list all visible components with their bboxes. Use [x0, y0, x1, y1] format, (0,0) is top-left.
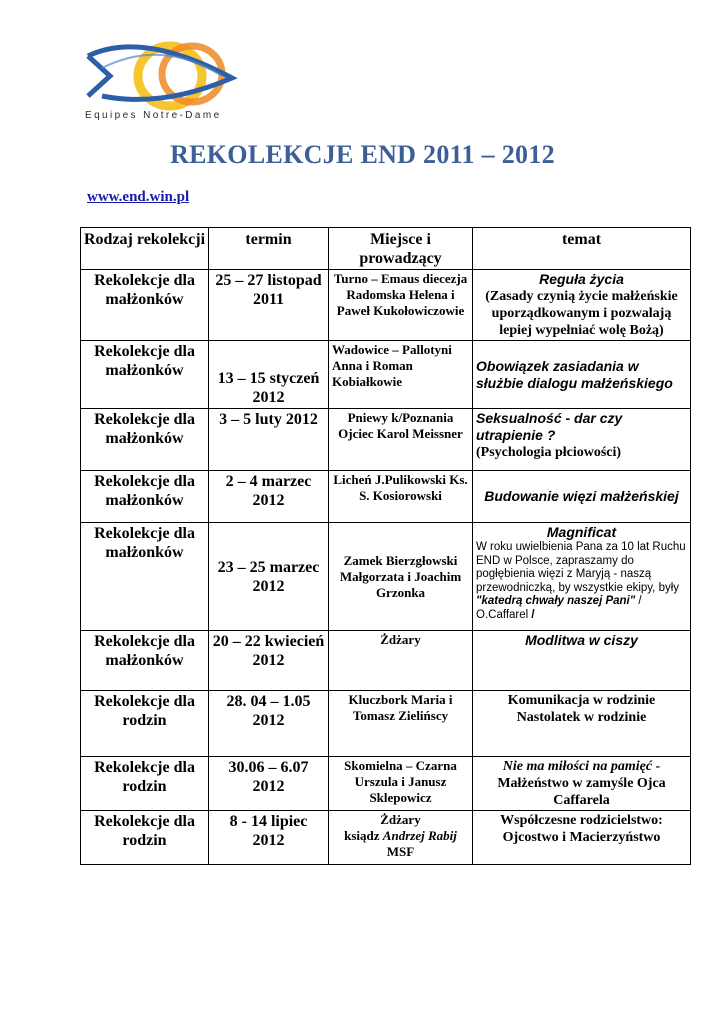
row-kind: Rekolekcje dla rodzin	[81, 811, 209, 865]
row-topic	[473, 691, 691, 757]
row-place: Turno – Emaus diecezja Radomska Helena i Paweł Kukołowiczowie	[329, 270, 473, 341]
place-line: MSF	[386, 844, 415, 859]
place-line	[332, 828, 469, 844]
topic-quote: "katedrą chwały naszej Pani"	[476, 595, 636, 607]
row-place: Żdżary	[329, 631, 473, 691]
header-topic: temat	[473, 228, 691, 270]
place-line: Żdżary	[380, 812, 421, 827]
row-place: Kluczbork Maria i Tomasz Zielińscy	[329, 691, 473, 757]
table-row	[81, 270, 691, 341]
topic-title: Komunikacja w rodzinie Nastolatek w rodzinie	[507, 693, 656, 725]
table-header-row	[81, 228, 691, 270]
topic-text: (Psychologia płciowości)	[476, 445, 622, 460]
topic-title: Obowiązek zasiadania w służbie dialogu małżeńskiego	[476, 357, 673, 391]
row-place: Skomielna – Czarna Urszula i Janusz Sklepowicz	[329, 757, 473, 811]
row-topic	[473, 757, 691, 811]
row-topic	[473, 631, 691, 691]
row-topic	[473, 270, 691, 341]
topic-title: Budowanie więzi małżeńskiej	[484, 488, 679, 504]
table-row	[81, 409, 691, 471]
row-place: Wadowice – Pallotyni Anna i Roman Kobiałkowie	[329, 341, 473, 409]
row-term: 20 – 22 kwiecień 2012	[209, 631, 329, 691]
topic-author: / O.Caffarel	[476, 595, 642, 621]
place-prefix: ksiądz	[344, 828, 380, 843]
header-place: Miejsce i prowadzący	[329, 228, 473, 270]
retreat-table	[80, 227, 691, 865]
website-link[interactable]: www.end.win.pl	[87, 189, 190, 205]
header-kind: Rodzaj rekolekcji	[81, 228, 209, 270]
row-place: Pniewy k/Poznania Ojciec Karol Meissner	[329, 409, 473, 471]
row-topic	[473, 341, 691, 409]
row-term: 28. 04 – 1.05 2012	[209, 691, 329, 757]
topic-title: Modlitwa w ciszy	[525, 632, 638, 648]
row-kind: Rekolekcje dla małżonków	[81, 523, 209, 631]
row-kind: Rekolekcje dla małżonków	[81, 409, 209, 471]
row-kind: Rekolekcje dla małżonków	[81, 270, 209, 341]
row-kind: Rekolekcje dla rodzin	[81, 757, 209, 811]
row-term: 3 – 5 luty 2012	[209, 409, 329, 471]
header-term: termin	[209, 228, 329, 270]
topic-title: Magnificat	[546, 524, 617, 540]
row-topic	[473, 471, 691, 523]
topic-text	[476, 541, 687, 622]
row-term: 30.06 – 6.07 2012	[209, 757, 329, 811]
logo-text: Equipes Notre-Dame	[85, 110, 222, 121]
row-kind: Rekolekcje dla małżonków	[81, 341, 209, 409]
row-term: 2 – 4 marzec 2012	[209, 471, 329, 523]
table-row	[81, 631, 691, 691]
page-title: REKOLEKCJE END 2011 – 2012	[170, 140, 555, 169]
topic-title: Współczesne rodzicielstwo: Ojcostwo i Macierzyństwo	[500, 813, 663, 845]
row-term: 8 - 14 lipiec 2012	[209, 811, 329, 865]
row-place	[329, 811, 473, 865]
table-row	[81, 691, 691, 757]
row-topic	[473, 811, 691, 865]
topic-text: Małżeństwo w zamyśle Ojca Caffarela	[497, 776, 666, 808]
topic-title: Seksualność - dar czy utrapienie ?	[476, 410, 623, 443]
row-place: Licheń J.Pulikowski Ks. S. Kosiorowski	[329, 471, 473, 523]
topic-slash: /	[531, 608, 535, 621]
table-row	[81, 341, 691, 409]
table-row	[81, 757, 691, 811]
row-term: 13 – 15 styczeń 2012	[209, 341, 329, 409]
place-name: Andrzej Rabij	[382, 828, 457, 843]
row-kind: Rekolekcje dla rodzin	[81, 691, 209, 757]
row-kind: Rekolekcje dla małżonków	[81, 471, 209, 523]
topic-title: Nie ma miłości na pamięć -	[502, 759, 661, 774]
row-topic	[473, 409, 691, 471]
topic-title: Reguła życia	[539, 271, 624, 287]
table-row	[81, 471, 691, 523]
row-kind: Rekolekcje dla małżonków	[81, 631, 209, 691]
topic-text: (Zasady czynią życie małżeńskie uporządkowanym i pozwalają lepiej wypełniać wolę Bożą)	[485, 289, 678, 338]
row-term: 23 – 25 marzec 2012	[209, 523, 329, 631]
table-row	[81, 523, 691, 631]
row-place: Zamek Bierzgłowski Małgorzata i Joachim Grzonka	[329, 523, 473, 631]
table-row	[81, 811, 691, 865]
row-term: 25 – 27 listopad 2011	[209, 270, 329, 341]
topic-body: W roku uwielbienia Pana za 10 lat Ruchu END w Polsce, zapraszamy do pogłębienia więzi z Maryją - naszą przewodniczką, by wszystkie ekipy, były	[476, 541, 686, 594]
row-topic	[473, 523, 691, 631]
